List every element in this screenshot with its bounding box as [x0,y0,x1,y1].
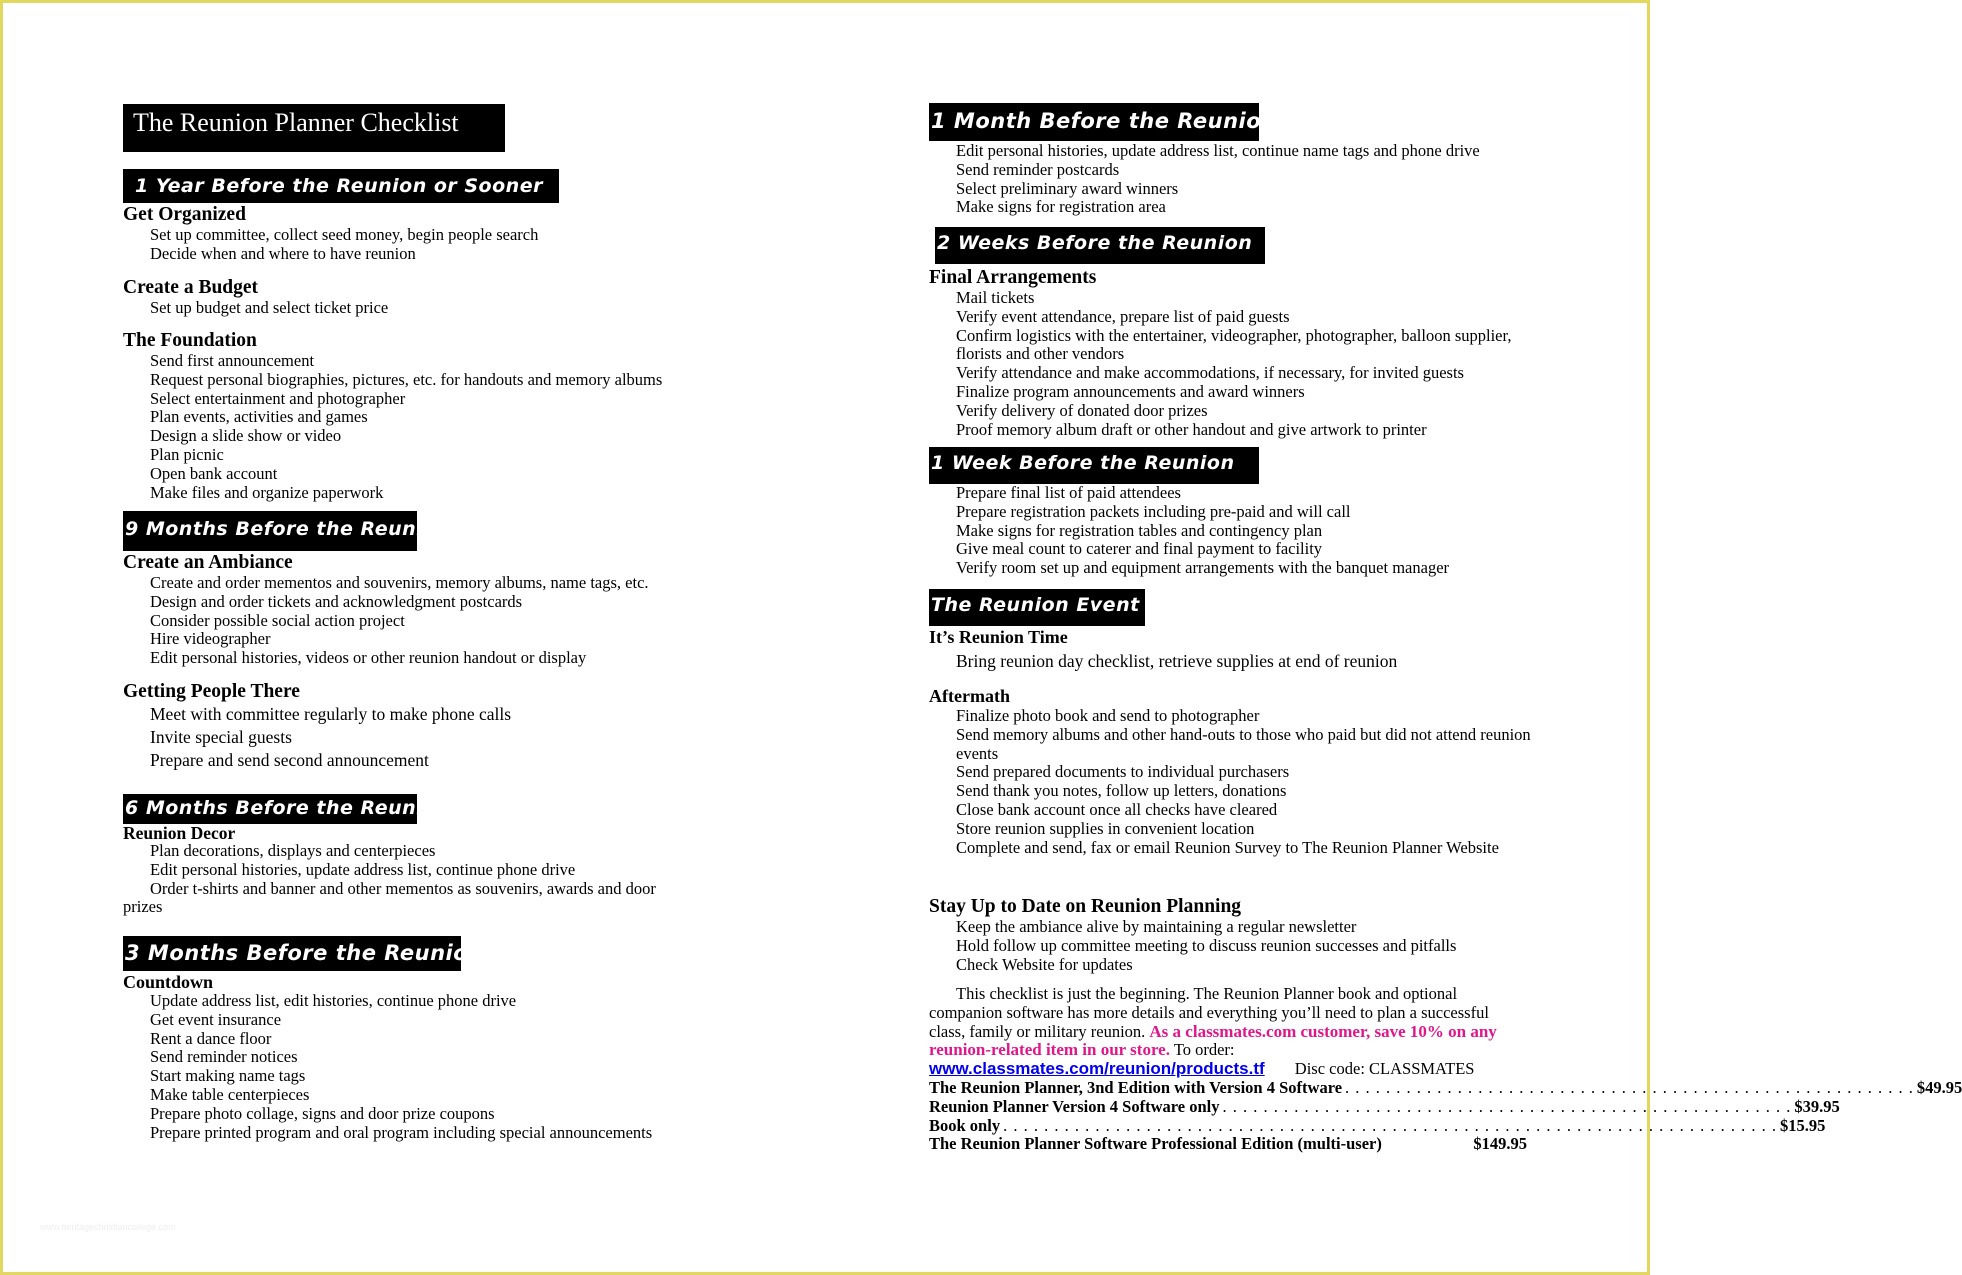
checklist-item: Verify attendance and make accommodations, if necessary, for invited guests [956,363,1464,383]
checklist-item: Send prepared documents to individual purchasers [956,762,1290,782]
checklist-item: Request personal biographies, pictures, etc. for handouts and memory albums [150,369,663,389]
product-price: $49.95 [1916,1078,1962,1097]
checklist-item: Set up budget and select ticket price [150,298,389,317]
price-row [929,1115,1826,1136]
checklist-item: Proof memory album draft or other handout and give artwork to printer [956,419,1427,439]
checklist-item: Prepare registration packets including pre-paid and will call [956,501,1351,521]
checklist-item: Plan decorations, displays and centerpieces [150,841,436,860]
checklist-item: Prepare printed program and oral program including special announcements [150,1122,653,1142]
group-heading: The Foundation [123,330,257,351]
section-2-weeks [929,267,1569,439]
section-1-month [929,142,1569,217]
checklist-item: Start making name tags [150,1066,306,1086]
group-heading: Final Arrangements [929,267,1097,288]
checklist-item: Complete and send, fax or email Reunion Survey to The Reunion Planner Website [956,837,1499,857]
watermark-text: www.heritagechristiancollege.com [40,1222,176,1232]
promo-text: This checklist is just the beginning. The Reunion Planner book and optional companion software has more details and everything you’ll need to plan a successful class, family or military reunion. [929,984,1489,1041]
group-stay-up-to-date [929,896,1569,974]
checklist-item: Hire videographer [150,629,271,649]
checklist-item: Make table centerpieces [150,1084,310,1104]
price-row [929,1096,1840,1117]
checklist-item: Edit personal histories, videos or other reunion handout or display [150,648,587,668]
checklist-item: Get event insurance [150,1009,282,1029]
checklist-item: Make files and organize paperwork [150,482,384,502]
product-name: Reunion Planner Version 4 Software only [929,1096,1220,1116]
group-heading: Stay Up to Date on Reunion Planning [929,896,1242,917]
order-line [929,1060,1569,1079]
group-heading: Countdown [123,972,214,992]
checklist-item: Set up committee, collect seed money, begin people search [150,225,539,244]
checklist-item: Mail tickets [956,288,1035,307]
promo-discount: As a classmates.com customer, save 10% on any reunion-related item in our store. [929,1021,1497,1060]
section-1-week [929,484,1569,578]
section-banner-1-year: 1 Year Before the Reunion or Sooner [123,169,559,203]
disc-code: Disc code: CLASSMATES [1294,1059,1475,1078]
checklist-item-continued: prizes [123,897,163,917]
checklist-item: Verify delivery of donated door prizes [956,400,1208,420]
checklist-item: Send reminder postcards [956,159,1120,179]
section-6-months [123,824,723,917]
section-1-year [123,204,723,264]
checklist-item: Rent a dance floor [150,1028,272,1048]
checklist-item: Verify event attendance, prepare list of paid guests [956,306,1290,326]
section-reunion-event [929,626,1569,673]
section-banner-reunion-event: The Reunion Event [929,589,1145,626]
section-3-months [123,972,723,1142]
group-budget [123,277,723,318]
leader-dots: . . . . . . . . . . . . . . . . . . . . . . . . . . . . . . . . . . . . . . . . . . . . . . . . . . . . . . . . . . . . . . . . . . . . . . . . . . . . [1003,1115,1777,1135]
leader-dots: . . . . . . . . . . . . . . . . . . . . . . . . . . . . . . . . . . . . . . . . . . . . . . . . . . . . . . . . [1345,1078,1914,1097]
checklist-item: Prepare final list of paid attendees [956,483,1181,502]
order-label: To order: [1173,1040,1235,1060]
group-heading: Reunion Decor [123,823,236,843]
checklist-item: Hold follow up committee meeting to discuss reunion successes and pitfalls [956,935,1457,955]
section-banner-3-months: 3 Months Before the Reunion [123,936,461,971]
section-banner-2-weeks: 2 Weeks Before the Reunion [935,227,1265,264]
checklist-item: Open bank account [150,463,278,483]
checklist-item: Bring reunion day checklist, retrieve supplies at end of reunion [956,651,1398,671]
product-price: $15.95 [1779,1115,1826,1135]
promo-paragraph [929,985,1529,1060]
checklist-item: Finalize program announcements and award winners [956,381,1305,401]
price-list [929,1078,1962,1154]
leader-dots: . . . . . . . . . . . . . . . . . . . . . . . . . . . . . . . . . . . . . . . . . . . . . . . . . . . . . . . . [1222,1096,1792,1116]
checklist-item: Invite special guests [150,727,292,747]
section-banner-1-week: 1 Week Before the Reunion [929,447,1259,484]
section-banner-6-months: 6 Months Before the Reunion [123,794,417,824]
checklist-item: Decide when and where to have reunion [150,243,416,263]
checklist-item: Send memory albums and other hand-outs to those who paid but did not attend reunion events [956,724,1531,763]
store-link[interactable]: www.classmates.com/reunion/products.tf [929,1059,1265,1078]
checklist-item: Plan picnic [150,444,224,464]
section-banner-9-months: 9 Months Before the Reunion [123,511,417,551]
leader-dots [1382,1135,1474,1154]
checklist-item: Send first announcement [150,351,315,370]
checklist-item: Give meal count to caterer and final payment to facility [956,539,1323,559]
checklist-item: Make signs for registration area [956,197,1166,217]
checklist-item: Select preliminary award winners [956,178,1179,198]
group-foundation [123,330,723,502]
product-name: The Reunion Planner, 3nd Edition with Version 4 Software [929,1078,1343,1097]
group-heading: Aftermath [929,686,1010,706]
checklist-item: Plan events, activities and games [150,407,368,427]
checklist-item: Confirm logistics with the entertainer, videographer, photographer, balloon supplier, florists and other vendors [956,325,1512,364]
group-people [123,681,723,772]
group-heading: Create a Budget [123,277,259,298]
checklist-item: Meet with committee regularly to make phone calls [150,704,512,724]
checklist-item: Consider possible social action project [150,610,405,630]
checklist-item: Check Website for updates [956,954,1133,974]
group-heading: Get Organized [123,204,246,225]
checklist-item: Close bank account once all checks have cleared [956,799,1278,819]
checklist-item: Keep the ambiance alive by maintaining a regular newsletter [956,917,1357,936]
group-heading: It’s Reunion Time [929,627,1068,647]
checklist-item: Send thank you notes, follow up letters, donations [956,781,1287,801]
price-row [929,1135,1527,1154]
checklist-item: Design a slide show or video [150,426,342,446]
checklist-item: Store reunion supplies in convenient location [956,818,1255,838]
checklist-item: Create and order mementos and souvenirs, memory albums, name tags, etc. [150,573,649,592]
group-ambiance [123,552,723,668]
checklist-item: Prepare photo collage, signs and door prize coupons [150,1103,495,1123]
checklist-item: Select entertainment and photographer [150,388,406,408]
group-heading: Getting People There [123,681,300,702]
checklist-item: Edit personal histories, update address list, continue name tags and phone drive [956,141,1480,160]
section-banner-1-month: 1 Month Before the Reunion [929,103,1259,141]
product-price: $39.95 [1794,1096,1840,1116]
product-name: Book only [929,1115,1001,1135]
product-name: The Reunion Planner Software Professional Edition (multi-user) [929,1134,1382,1154]
checklist-item: Send reminder notices [150,1047,298,1067]
price-row [929,1078,1962,1098]
product-price: $149.95 [1473,1134,1527,1154]
group-aftermath [929,685,1569,857]
checklist-item: Finalize photo book and send to photographer [956,706,1260,725]
page-title: The Reunion Planner Checklist [123,104,505,152]
checklist-item: Verify room set up and equipment arrangements with the banquet manager [956,558,1450,578]
checklist-item: Design and order tickets and acknowledgment postcards [150,591,523,611]
checklist-item: Order t-shirts and banner and other mementos as souvenirs, awards and door [150,878,656,898]
checklist-item: Make signs for registration tables and contingency plan [956,520,1323,540]
checklist-item: Prepare and send second announcement [150,750,429,770]
checklist-item: Edit personal histories, update address list, continue phone drive [150,859,576,879]
checklist-item: Update address list, edit histories, continue phone drive [150,991,517,1010]
group-heading: Create an Ambiance [123,552,293,573]
